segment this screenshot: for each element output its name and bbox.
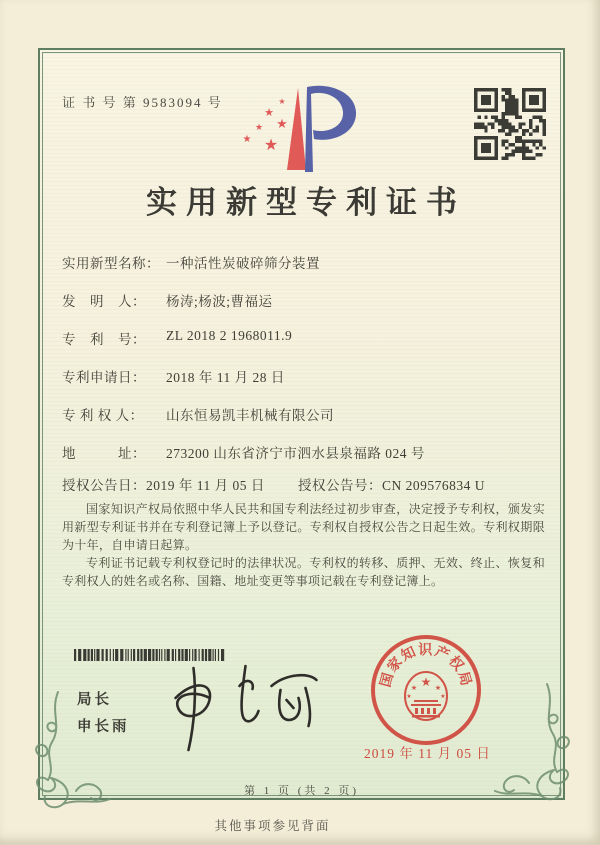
cnipa-logo-icon <box>232 82 368 178</box>
svg-text:国家知识产权局: 国家知识产权局 <box>378 643 474 690</box>
svg-text:★: ★ <box>242 134 252 145</box>
field-list <box>62 246 552 474</box>
back-note: 其他事项参见背面 <box>214 819 331 833</box>
director-signature <box>152 658 330 758</box>
field-value: ZL 2018 2 1968011.9 <box>166 328 293 343</box>
certificate-title: 实用新型专利证书 <box>146 185 466 220</box>
field-label: 专利申请日： <box>62 370 146 385</box>
field-label: 实用新型名称： <box>62 256 160 271</box>
svg-text:★: ★ <box>440 693 446 700</box>
certificate-number: 证 书 号 第 9583094 号 <box>62 95 223 110</box>
svg-text:★: ★ <box>263 135 279 154</box>
field-label: 专 利 号： <box>62 332 146 347</box>
legal-text <box>62 500 545 590</box>
svg-text:★: ★ <box>276 117 288 132</box>
field-label: 发 明 人： <box>62 294 146 309</box>
field-grant-date <box>62 478 265 493</box>
svg-text:★: ★ <box>406 693 412 700</box>
field-label: 授权公告日： <box>62 478 146 493</box>
svg-text:★: ★ <box>420 675 432 689</box>
field-patent-number <box>62 322 552 360</box>
director-title: 局长 <box>77 692 112 708</box>
field-grant-number <box>298 474 485 494</box>
national-emblem-icon <box>405 672 447 720</box>
field-filing-date <box>62 360 552 398</box>
field-address <box>62 436 552 474</box>
field-value: 273200 山东省济宁市泗水县泉福路 024 号 <box>166 446 425 461</box>
qr-code <box>474 88 546 160</box>
field-value: 杨涛;杨波;曹福运 <box>166 294 273 309</box>
page-indicator: 第 1 页 (共 2 页) <box>243 785 360 797</box>
svg-text:★: ★ <box>434 684 442 692</box>
svg-text:★: ★ <box>410 684 418 692</box>
svg-text:★: ★ <box>264 106 274 119</box>
certificate-frame <box>38 48 565 800</box>
body-paragraph-1: 国家知识产权局依照中华人民共和国专利法经过初步审查，决定授予专利权，颁发实用新型专利证书并在专利登记簿上予以登记。专利权自授权公告之日起生效。专利权期限为十年，自申请日起算。 <box>62 502 545 552</box>
seal-date: 2019 年 11 月 05 日 <box>364 746 491 761</box>
svg-text:★: ★ <box>278 97 286 106</box>
field-label: 授权公告号： <box>298 478 382 493</box>
field-utility-model-name <box>62 246 552 284</box>
grant-row <box>62 474 562 494</box>
field-value: 2019 年 11 月 05 日 <box>146 478 265 493</box>
field-value: 2018 年 11 月 28 日 <box>166 370 285 385</box>
field-value: 一种活性炭破碎筛分装置 <box>166 256 320 271</box>
corner-ornament-right-icon <box>477 678 577 808</box>
official-seal-icon <box>358 624 494 760</box>
body-paragraph-2: 专利证书记载专利权登记时的法律状况。专利权的转移、质押、无效、终止、恢复和专利权人的姓名或名称、国籍、地址变更等事项记载在专利登记簿上。 <box>62 556 545 588</box>
field-patentee <box>62 398 552 436</box>
field-inventors <box>62 284 552 322</box>
svg-text:★: ★ <box>254 123 264 133</box>
field-label: 专 利 权 人： <box>62 408 144 423</box>
field-value: CN 209576834 U <box>382 478 486 493</box>
field-value: 山东恒易凯丰机械有限公司 <box>166 408 334 423</box>
corner-ornament-left-icon <box>28 690 128 812</box>
director-name: 申长雨 <box>77 719 130 735</box>
field-label: 地 址： <box>62 446 146 461</box>
